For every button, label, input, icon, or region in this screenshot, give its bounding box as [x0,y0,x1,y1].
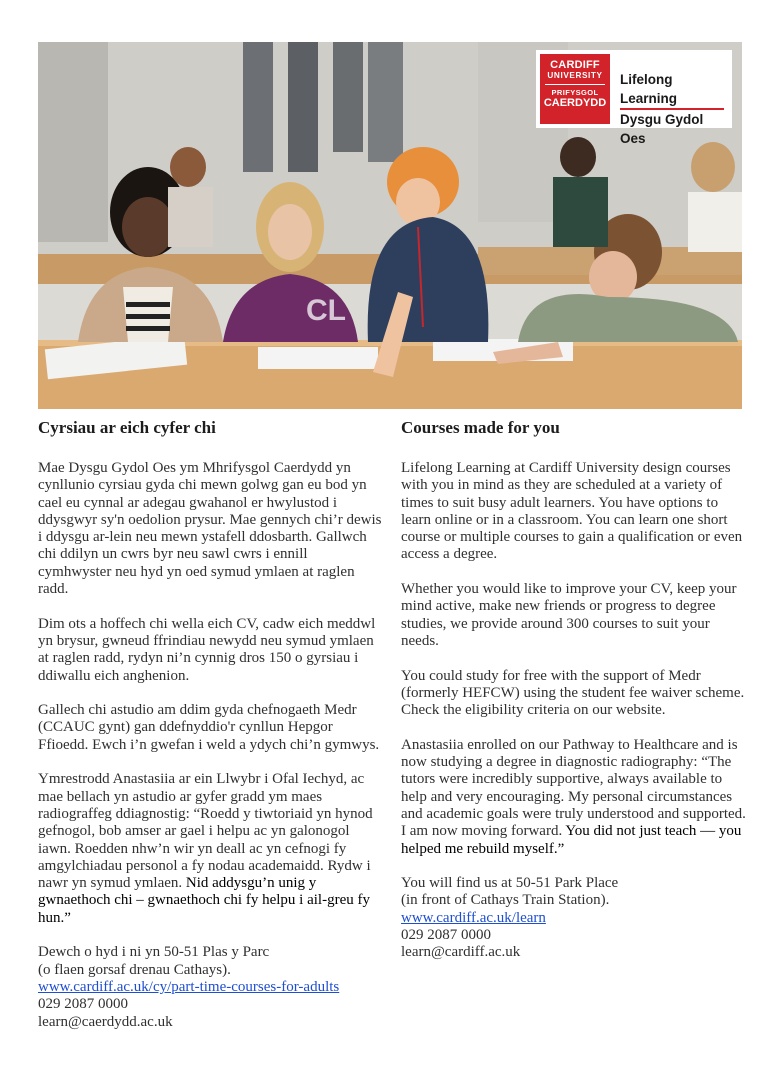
logo-prifysgol: PRIFYSGOL [551,88,599,97]
welsh-address-line2: (o flaen gorsaf drenau Cathays). [38,961,231,978]
welsh-paragraph-goals: Dim ots a hoffech chi wella eich CV, cadw eich meddwl yn brysur, gwneud ffrindiau newydd neu symud ymlaen at raglen radd, rydyn ni’n cynnig dros 150 o gyrsiau i ddiwallu eich anghenion. [38,615,376,684]
welsh-column [38,416,384,1031]
welsh-heading: Cyrsiau ar eich cyfer chi [38,418,216,437]
english-testimonial-emphasis: You did not just teach — you helped me rebuild myself.” [401,823,742,857]
welsh-contact [38,944,384,1030]
welsh-paragraph-funding: Gallech chi astudio am ddim gyda chefnogaeth Medr (CCAUC gynt) gan ddefnyddio'r cynllun Hepgor Ffioedd. Ewch i’n gwefan i weld a ydych chi’n gymwys. [38,702,380,753]
logo-cardiff: CARDIFF [550,59,600,71]
welsh-testimonial-text: Ymrestrodd Anastasiia ar ein Llwybr i Ofal Iechyd, ac mae bellach yn astudio ar gyfer gradd ym maes radiograffeg ddiagnostig: “Roedd y tiwtoriaid yn hynod gefnogol, bob amser ar gael i helpu ac yn galonogol iawn. Roedden nhw’n wir yn deall ac yn cefnogi fy amgylchiadau personol a fy nodau academaidd. Rydw i nawr yn symud ymlaen. [38,771,373,892]
english-address-line2: (in front of Cathays Train Station). [401,892,610,909]
english-address-line1: You will find us at 50-51 Park Place [401,875,619,892]
welsh-website-link[interactable]: www.cardiff.ac.uk/cy/part-time-courses-for-adults [38,978,340,995]
english-website-link[interactable]: www.cardiff.ac.uk/learn [401,909,546,926]
english-contact [401,875,747,961]
english-paragraph-intro: Lifelong Learning at Cardiff University design courses with you in mind as they are scheduled at a variety of times to suit busy adult learners. You have options to learn online or in a classroom. You can learn one short course or multiple courses to gain a qualification or even access a degree. [401,460,743,563]
welsh-phone: 029 2087 0000 [38,996,128,1013]
english-testimonial-text: Anastasiia enrolled on our Pathway to Healthcare and is now studying a degree in diagnostic radiography: “The tutors were incredibly supportive, always available to help and very encouraging. My personal circumstances and academic goals were truly understood and supported. I am now moving forward. [401,736,746,840]
logo-university: UNIVERSITY [547,71,603,80]
welsh-paragraph-intro: Mae Dysgu Gydol Oes ym Mhrifysgol Caerdydd yn cynllunio cyrsiau gyda chi mewn golwg gan eu bod yn cael eu cynnal ar adegau gwahanol er hwylustod i ddysgwyr sy'n oedolion prysur. Mae gennych chi’r dewis i ddysgu ar-lein neu mewn ystafell ddosbarth. Gallwch chi ddilyn un cwrs byr neu sawl cwrs i ennill cymhwyster neu hyd yn oed symud ymlaen at raglen radd. [38,460,382,598]
english-phone: 029 2087 0000 [401,927,491,944]
welsh-paragraph-testimonial [38,771,384,927]
english-column [401,416,747,962]
cardiff-university-logo [536,50,732,146]
university-crest-block [540,54,610,124]
programme-name [620,70,732,148]
programme-name-cy: Dysgu Gydol Oes [620,111,704,146]
english-paragraph-goals: Whether you would like to improve your CV, keep your mind active, make new friends or progress to degree studies, we provide around 300 courses to suit your needs. [401,581,737,649]
welsh-testimonial-emphasis: Nid addysgu’n unig y gwnaethoch chi – gwnaethoch chi fy helpu i ail-greu fy hun.” [38,875,370,926]
english-paragraph-testimonial [401,737,747,858]
logo-caerdydd: CAERDYDD [543,97,607,109]
welsh-email: learn@caerdydd.ac.uk [38,1013,173,1030]
english-email: learn@cardiff.ac.uk [401,944,521,961]
welsh-address-line1: Dewch o hyd i ni yn 50-51 Plas y Parc [38,944,270,961]
programme-name-en: Lifelong Learning [620,72,678,106]
english-heading: Courses made for you [401,418,560,437]
svg-text:CL: CL [306,294,346,327]
english-paragraph-funding: You could study for free with the support of Medr (formerly HEFCW) using the student fee waiver scheme. Check the eligibility criteria on our website. [401,667,745,719]
